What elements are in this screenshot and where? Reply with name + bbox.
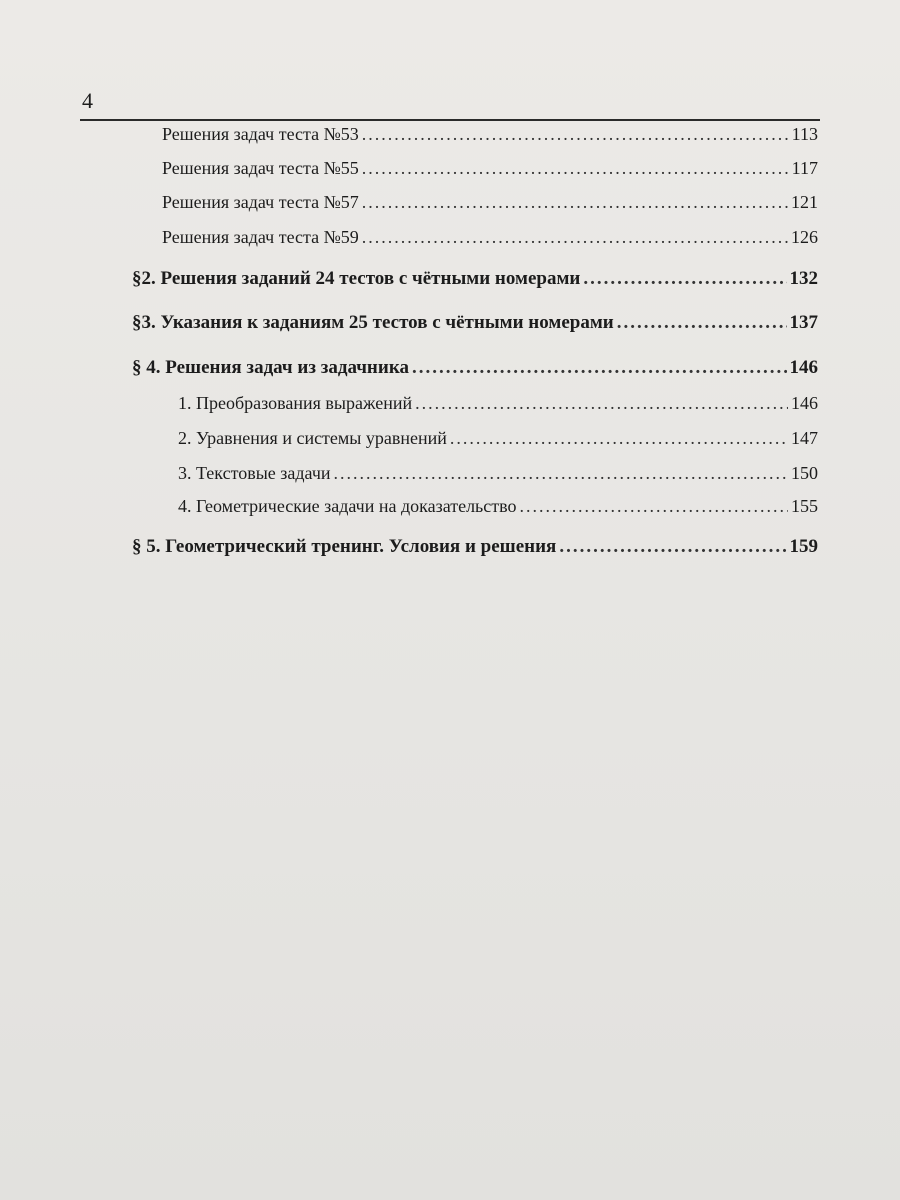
toc-page: 137 [789,312,818,333]
dot-leader [415,393,788,414]
toc-title: 3. Текстовые задачи [178,463,331,483]
page-number: 4 [82,88,93,113]
header-rule [80,119,820,121]
toc-title: §2. Решения заданий 24 тестов с чётными номерами [132,268,581,289]
toc-page: 147 [791,428,818,448]
dot-leader [617,312,787,334]
dot-leader [412,357,787,379]
toc-title: 4. Геометрические задачи на доказательство [178,496,517,516]
toc-section [132,357,818,379]
toc-section [132,536,818,558]
toc-entry [162,227,818,248]
dot-leader [362,227,788,248]
toc-section [132,312,818,334]
toc-title: 2. Уравнения и системы уравнений [178,428,447,448]
toc-page: 146 [789,357,818,378]
toc-title: Решения задач теста №57 [162,192,359,212]
dot-leader [362,158,789,179]
toc-section [132,268,818,290]
toc-entry [178,496,818,517]
dot-leader [583,268,786,290]
toc-title: Решения задач теста №55 [162,158,359,178]
toc-title: Решения задач теста №53 [162,124,359,144]
toc-entry [178,463,818,484]
toc-entry [178,428,818,449]
toc-page: 117 [791,158,818,178]
toc-title: 1. Преобразования выражений [178,393,413,413]
dot-leader [520,496,789,517]
dot-leader [450,428,788,449]
toc-page: 126 [791,227,818,247]
toc-page: 146 [791,393,818,413]
toc-entry [162,158,818,179]
toc-page: 155 [791,496,818,516]
dot-leader [559,536,786,558]
toc-page: 159 [789,536,818,557]
toc-entry [162,124,818,145]
toc-entry [178,393,818,414]
dot-leader [362,192,788,213]
dot-leader [334,463,788,484]
toc-entry [162,192,818,213]
toc-page: 150 [791,463,818,483]
toc-page: 121 [791,192,818,212]
toc-page: 132 [789,268,818,289]
toc-title: Решения задач теста №59 [162,227,359,247]
toc-page: 113 [791,124,818,144]
dot-leader [362,124,789,145]
toc-title: § 5. Геометрический тренинг. Условия и решения [132,536,557,557]
toc-title: §3. Указания к заданиям 25 тестов с чётными номерами [132,312,614,333]
toc-title: § 4. Решения задач из задачника [132,357,409,378]
